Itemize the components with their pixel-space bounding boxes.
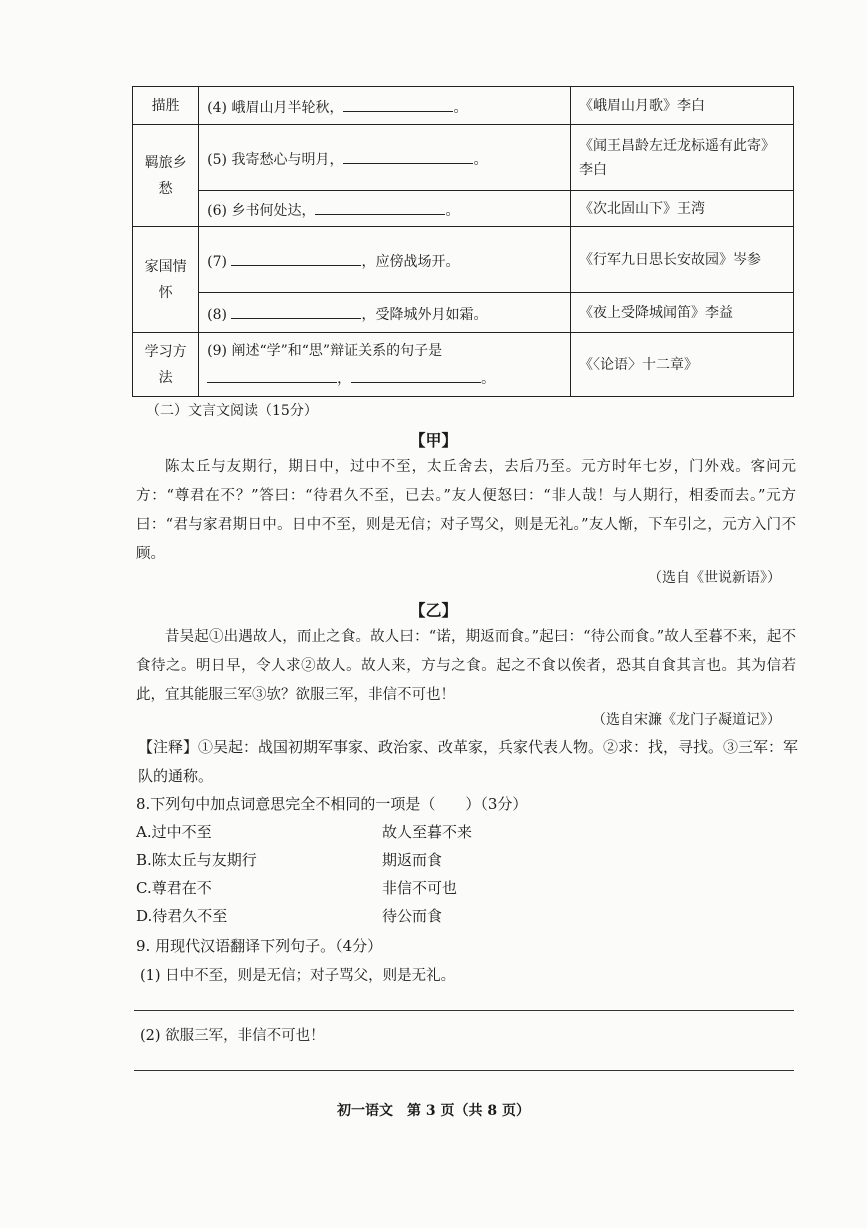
table-row xyxy=(133,87,794,125)
annotations: 【注释】①吴起：战国初期军事家、政治家、改革家，兵家代表人物。②求：找，寻找。③三军：军队的通称。 xyxy=(138,738,799,785)
line-cell: (7) ，应傍战场开。 xyxy=(199,227,571,293)
answer-blank[interactable] xyxy=(231,302,361,319)
question-9-sentence-2: (2) 欲服三军，非信不可也！ xyxy=(140,1028,325,1044)
theme-cell: 描胜 xyxy=(133,87,199,125)
answer-blank[interactable] xyxy=(343,147,473,164)
line-cell: (4) 峨眉山月半轮秋， 。 xyxy=(199,87,571,125)
line-cell: (9) 阐述“学”和“思”辩证关系的句子是 ， 。 xyxy=(199,333,571,397)
answer-line[interactable] xyxy=(134,1070,794,1071)
option-c-right: 非信不可也 xyxy=(382,879,458,897)
source-cell: 《次北固山下》王湾 xyxy=(570,191,793,227)
table-row xyxy=(133,333,794,397)
answer-blank[interactable] xyxy=(231,249,361,266)
passage-yi: 昔吴起①出遇故人，而止之食。故人曰：“诺，期返而食。”起曰：“待公而食。”故人至暮不来，起不食待之。明日早，令人求②故人。故人来，方与之食。起之不食以俟者，恐其自食其言也。其为信若此，宜其能服三军③欤？欲服三军，非信不可也！ xyxy=(136,629,796,703)
option-b-right: 期返而食 xyxy=(382,851,443,869)
section-title: （二）文言文阅读（15分） xyxy=(146,403,318,419)
theme-cell: 家国情怀 xyxy=(133,227,199,333)
line-cell: (6) 乡书何处达， 。 xyxy=(199,191,571,227)
page-footer: 初一语文 第 3 页（共 8 页） xyxy=(337,1103,530,1119)
passage-yi-source: （选自宋濂《龙门子凝道记》） xyxy=(592,712,781,728)
option-d-left[interactable]: D.待君久不至 xyxy=(136,907,228,925)
passage-jia-source: （选自《世说新语》） xyxy=(648,570,781,586)
passage-yi-heading: 【乙】 xyxy=(409,601,458,620)
table-row xyxy=(133,191,794,227)
question-8-stem: 8.下列句中加点词意思完全不相同的一项是（ ）（3分） xyxy=(136,795,528,813)
table-row xyxy=(133,227,794,293)
source-cell: 《行军九日思长安故园》岑参 xyxy=(570,227,793,293)
question-9-stem: 9. 用现代汉语翻译下列句子。（4分） xyxy=(136,937,383,955)
answer-blank[interactable] xyxy=(207,366,337,383)
passage-jia-heading: 【甲】 xyxy=(409,431,458,450)
option-c-left[interactable]: C.尊君在不 xyxy=(136,879,212,897)
answer-line[interactable] xyxy=(134,1010,794,1011)
line-cell: (5) 我寄愁心与明月， 。 xyxy=(199,125,571,191)
option-a-left[interactable]: A.过中不至 xyxy=(136,823,212,841)
table-row xyxy=(133,125,794,191)
option-a-right: 故人至暮不来 xyxy=(382,823,473,841)
poem-fill-table xyxy=(132,86,794,397)
source-cell: 《峨眉山月歌》李白 xyxy=(570,87,793,125)
answer-blank[interactable] xyxy=(351,366,481,383)
answer-blank[interactable] xyxy=(343,95,453,112)
theme-cell: 羁旅乡愁 xyxy=(133,125,199,227)
source-cell: 《〈论语〉十二章》 xyxy=(570,333,793,397)
table-row xyxy=(133,293,794,333)
option-d-right: 待公而食 xyxy=(382,907,443,925)
source-cell: 《夜上受降城闻笛》李益 xyxy=(570,293,793,333)
source-cell: 《闻王昌龄左迁龙标遥有此寄》李白 xyxy=(570,125,793,191)
option-b-left[interactable]: B.陈太丘与友期行 xyxy=(136,851,257,869)
line-cell: (8) ，受降城外月如霜。 xyxy=(199,293,571,333)
question-9-sentence-1: (1) 日中不至，则是无信；对子骂父，则是无礼。 xyxy=(140,968,456,984)
theme-cell: 学习方法 xyxy=(133,333,199,397)
passage-jia: 陈太丘与友期行，期日中，过中不至，太丘舍去，去后乃至。元方时年七岁，门外戏。客问元方：“尊君在不？”答曰：“待君久不至，已去。”友人便怒曰：“非人哉！与人期行，相委而去。”元方曰：“君与家君期日中。日中不至，则是无信；对子骂父，则是无礼。”友人惭，下车引之，元方入门不顾。 xyxy=(136,459,796,562)
answer-blank[interactable] xyxy=(315,198,445,215)
